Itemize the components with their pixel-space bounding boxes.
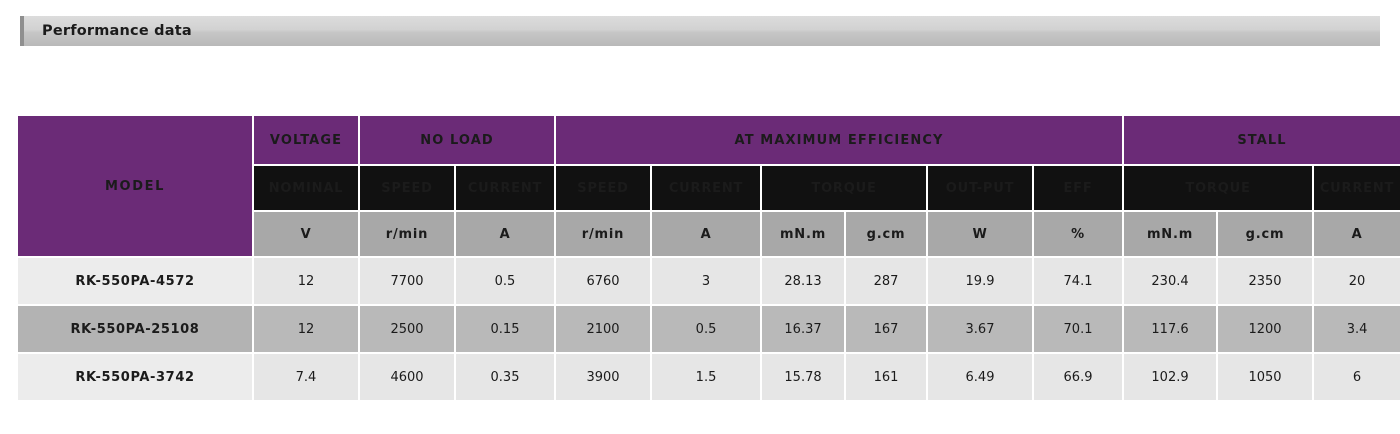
cell-noload-current: 0.15 [455, 305, 555, 353]
unit-eff-torque-gcm: g.cm [845, 211, 927, 257]
header-eff-torque: TORQUE [761, 165, 927, 211]
unit-eff-eff: % [1033, 211, 1123, 257]
cell-eff-torque-gcm: 161 [845, 353, 927, 401]
section-header-bar [20, 16, 1380, 46]
table-row [17, 305, 1400, 353]
cell-noload-current: 0.35 [455, 353, 555, 401]
cell-eff-output: 19.9 [927, 257, 1033, 305]
cell-stall-torque-mnm: 230.4 [1123, 257, 1217, 305]
cell-eff-current: 3 [651, 257, 761, 305]
header-model: MODEL [17, 115, 253, 257]
header-eff-output: OUT-PUT [927, 165, 1033, 211]
unit-noload-current: A [455, 211, 555, 257]
cell-stall-torque-gcm: 2350 [1217, 257, 1313, 305]
cell-stall-current: 6 [1313, 353, 1400, 401]
unit-voltage-nominal: V [253, 211, 359, 257]
cell-eff-eff: 70.1 [1033, 305, 1123, 353]
cell-stall-torque-gcm: 1200 [1217, 305, 1313, 353]
cell-eff-eff: 66.9 [1033, 353, 1123, 401]
header-voltage: VOLTAGE [253, 115, 359, 165]
cell-noload-speed: 4600 [359, 353, 455, 401]
cell-eff-current: 1.5 [651, 353, 761, 401]
header-voltage-nominal: NOMINAL [253, 165, 359, 211]
cell-stall-torque-gcm: 1050 [1217, 353, 1313, 401]
unit-noload-speed: r/min [359, 211, 455, 257]
cell-eff-eff: 74.1 [1033, 257, 1123, 305]
cell-stall-current: 3.4 [1313, 305, 1400, 353]
cell-model: RK-550PA-25108 [17, 305, 253, 353]
cell-voltage-nominal: 7.4 [253, 353, 359, 401]
cell-noload-speed: 7700 [359, 257, 455, 305]
cell-model: RK-550PA-3742 [17, 353, 253, 401]
performance-table-container [16, 114, 1395, 402]
performance-table [16, 114, 1400, 402]
cell-eff-speed: 3900 [555, 353, 651, 401]
table-group-header-row [17, 115, 1400, 165]
unit-stall-torque-mnm: mN.m [1123, 211, 1217, 257]
cell-eff-output: 6.49 [927, 353, 1033, 401]
cell-stall-torque-mnm: 102.9 [1123, 353, 1217, 401]
header-eff-eff: EFF [1033, 165, 1123, 211]
header-noload-speed: SPEED [359, 165, 455, 211]
table-row [17, 257, 1400, 305]
cell-voltage-nominal: 12 [253, 257, 359, 305]
cell-voltage-nominal: 12 [253, 305, 359, 353]
cell-eff-torque-mnm: 15.78 [761, 353, 845, 401]
cell-eff-output: 3.67 [927, 305, 1033, 353]
cell-noload-speed: 2500 [359, 305, 455, 353]
header-at-maximum-efficiency: AT MAXIMUM EFFICIENCY [555, 115, 1123, 165]
header-no-load: NO LOAD [359, 115, 555, 165]
section-title: Performance data [42, 23, 192, 39]
cell-eff-torque-gcm: 287 [845, 257, 927, 305]
unit-eff-output: W [927, 211, 1033, 257]
unit-eff-current: A [651, 211, 761, 257]
cell-eff-speed: 2100 [555, 305, 651, 353]
unit-stall-current: A [1313, 211, 1400, 257]
cell-eff-current: 0.5 [651, 305, 761, 353]
cell-model: RK-550PA-4572 [17, 257, 253, 305]
header-noload-current: CURRENT [455, 165, 555, 211]
header-stall: STALL [1123, 115, 1400, 165]
cell-eff-torque-gcm: 167 [845, 305, 927, 353]
unit-eff-speed: r/min [555, 211, 651, 257]
cell-stall-current: 20 [1313, 257, 1400, 305]
cell-eff-speed: 6760 [555, 257, 651, 305]
unit-eff-torque-mnm: mN.m [761, 211, 845, 257]
cell-stall-torque-mnm: 117.6 [1123, 305, 1217, 353]
cell-eff-torque-mnm: 16.37 [761, 305, 845, 353]
header-eff-speed: SPEED [555, 165, 651, 211]
header-stall-current: CURRENT [1313, 165, 1400, 211]
table-row [17, 353, 1400, 401]
cell-eff-torque-mnm: 28.13 [761, 257, 845, 305]
unit-stall-torque-gcm: g.cm [1217, 211, 1313, 257]
header-eff-current: CURRENT [651, 165, 761, 211]
header-stall-torque: TORQUE [1123, 165, 1313, 211]
cell-noload-current: 0.5 [455, 257, 555, 305]
